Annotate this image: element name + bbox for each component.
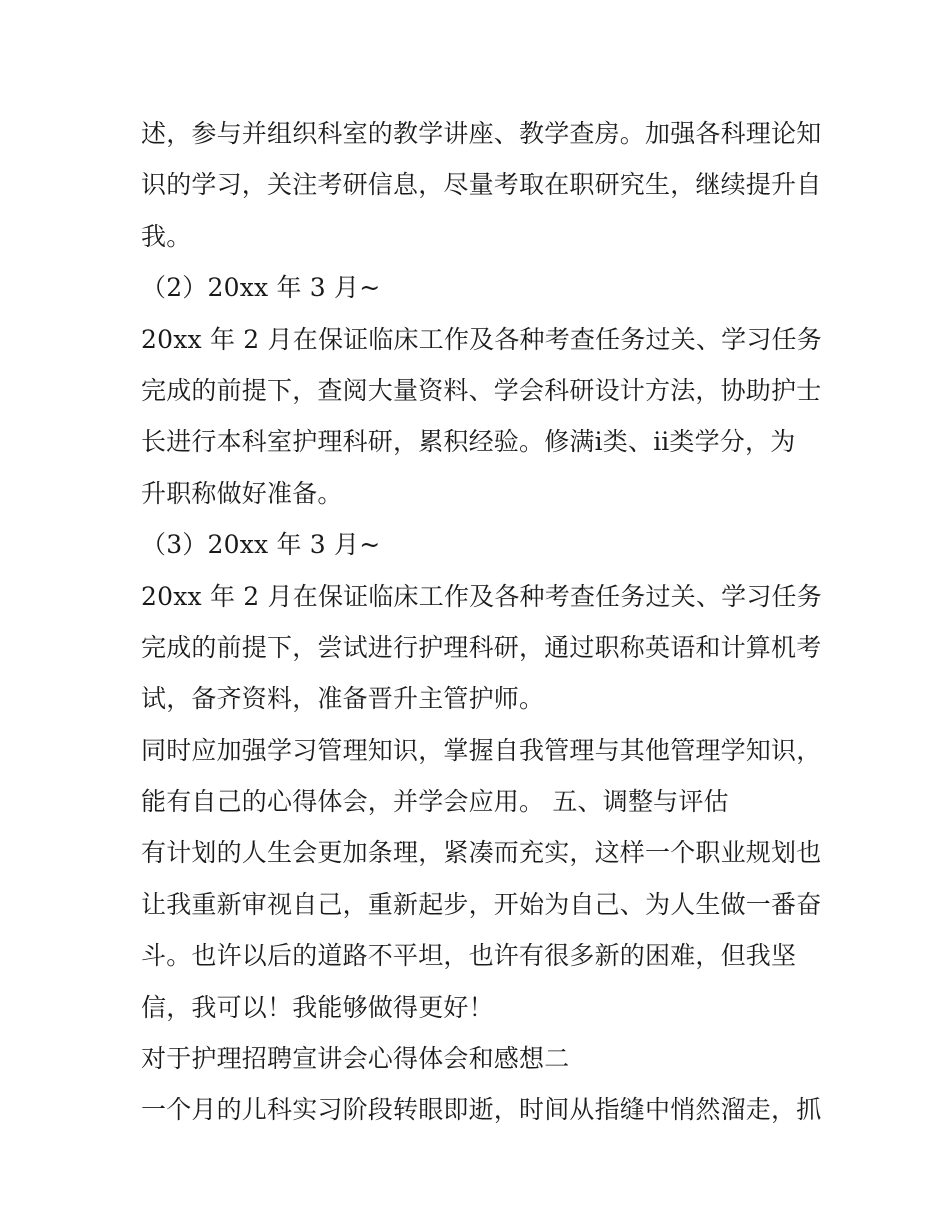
text-line: 升职称做好准备。: [141, 478, 343, 508]
text-line: 同时应加强学习管理知识，掌握自我管理与其他管理学知识，: [141, 735, 822, 765]
article-title: 对于护理招聘宣讲会心得体会和感想二: [141, 1044, 570, 1074]
text-line: 长进行本科室护理科研，累积经验。修满ⅰ类、ⅱ类学分，为: [141, 427, 796, 457]
text-line: 完成的前提下，查阅大量资料、学会科研设计方法，协助护士: [141, 375, 822, 405]
section-heading-3: （3）20xx 年 3 月~: [141, 530, 381, 560]
text-line: 识的学习，关注考研信息，尽量考取在职研究生，继续提升自: [141, 170, 822, 200]
text-line: 斗。也许以后的道路不平坦，也许有很多新的困难，但我坚: [141, 941, 797, 971]
text-line: 20xx 年 2 月在保证临床工作及各种考查任务过关、学习任务: [141, 581, 822, 611]
document-body: [141, 108, 821, 1136]
text-line: 述，参与并组织科室的教学讲座、教学查房。加强各科理论知: [141, 119, 822, 148]
text-line: 一个月的儿科实习阶段转眼即逝，时间从指缝中悄然溜走，抓: [141, 1095, 822, 1125]
text-line: 让我重新审视自己，重新起步，开始为自己、为人生做一番奋: [141, 889, 822, 919]
text-line: 试，备齐资料，准备晋升主管护师。: [141, 684, 545, 714]
text-line: 有计划的人生会更加条理，紧凑而充实，这样一个职业规划也: [141, 838, 822, 868]
text-line: 我。: [141, 221, 192, 251]
text-line: 20xx 年 2 月在保证临床工作及各种考查任务过关、学习任务: [141, 324, 822, 354]
section-heading-2: （2）20xx 年 3 月~: [141, 273, 381, 303]
text-line: 信，我可以！我能够做得更好！: [141, 992, 494, 1022]
text-line: 完成的前提下，尝试进行护理科研，通过职称英语和计算机考: [141, 632, 822, 662]
text-line: 能有自己的心得体会，并学会应用。 五、调整与评估: [141, 787, 729, 817]
